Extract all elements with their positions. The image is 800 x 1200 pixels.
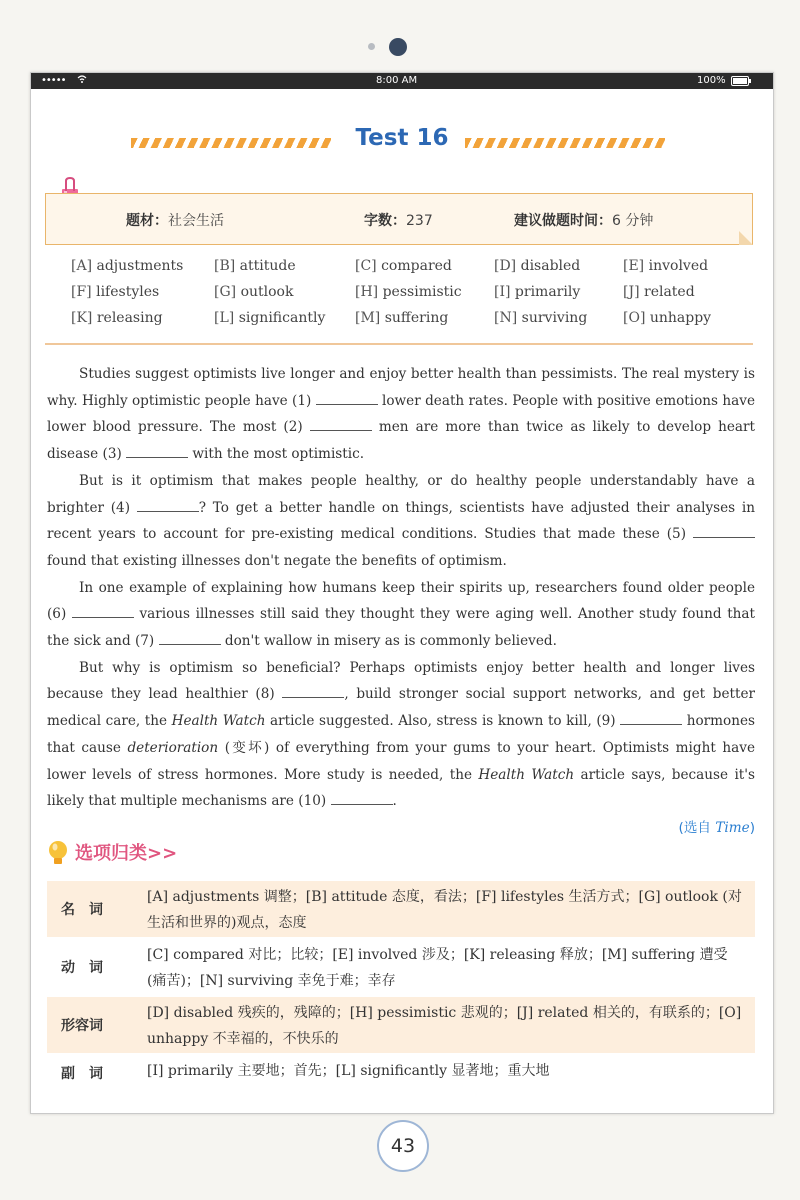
- lightbulb-icon: [47, 840, 69, 868]
- option-item: [M] suffering: [355, 310, 449, 326]
- blank-9[interactable]: [620, 712, 682, 725]
- blank-5[interactable]: [693, 525, 755, 538]
- blank-4[interactable]: [137, 499, 199, 512]
- signal-icon: •••••: [41, 75, 66, 86]
- word-count-info: 字数：237: [364, 213, 433, 229]
- paragraph-2: But is it optimism that makes people healthy, or do healthy people understandably have a brighter (4) ? To get a better handle on things, scientists have adjusted their analyses in recent years to account for pre-existing medical conditions. Studies that made these (5) found that existing illnesses don't negate the benefits of optimism.: [47, 472, 755, 569]
- battery-percent: 100%: [697, 75, 726, 86]
- blank-3[interactable]: [126, 445, 188, 458]
- page-fold: [739, 231, 753, 245]
- blank-7[interactable]: [159, 632, 221, 645]
- test-title: Test 16: [355, 125, 449, 151]
- option-item: [A] adjustments: [71, 258, 184, 274]
- battery-icon: [731, 76, 749, 86]
- camera-lens: [389, 38, 407, 56]
- page-number: 43: [377, 1120, 429, 1172]
- categories-heading: 选项归类>>: [47, 839, 177, 868]
- category-label: 名 词: [61, 902, 103, 918]
- category-text: [I] primarily 主要地；首先；[L] significantly 显著地；重大地: [147, 1063, 550, 1079]
- option-item: [B] attitude: [214, 258, 296, 274]
- option-item: [K] releasing: [71, 310, 163, 326]
- divider: [45, 343, 753, 345]
- status-bar: [31, 73, 773, 89]
- option-item: [G] outlook: [214, 284, 294, 300]
- category-row: [47, 881, 755, 937]
- option-item: [F] lifestyles: [71, 284, 160, 300]
- blank-2[interactable]: [310, 418, 372, 431]
- option-item: [J] related: [623, 284, 695, 300]
- blank-10[interactable]: [331, 792, 393, 805]
- paragraph-1: Studies suggest optimists live longer and enjoy better health than pessimists. The real mystery is why. Highly optimistic people have (1) lower death rates. People with positive emotions have lower blood pressure. The most (2) men are more than twice as likely to develop heart disease (3) with the most optimistic.: [47, 366, 755, 463]
- blank-6[interactable]: [72, 605, 134, 618]
- reading-passage: [47, 361, 755, 842]
- source-credit: (选自 Time): [678, 819, 755, 836]
- paragraph-4: But why is optimism so beneficial? Perhaps optimists enjoy better health and longer lives because they lead healthier (8) , build stronger social support networks, and get better medical care, the Health Watch article suggested. Also, stress is known to kill, (9) hormones that cause deterioration (变坏) of everything from your gums to your heart. Optimists might have lower levels of stress hormones. More study is needed, the Health Watch article says, because it's likely that multiple mechanisms are (10) .: [47, 659, 756, 810]
- time-info: 建议做题时间：6 分钟: [514, 213, 654, 229]
- tablet-screen: [30, 72, 774, 1114]
- category-label: 形容词: [61, 1018, 103, 1034]
- info-box: [45, 193, 753, 245]
- blank-1[interactable]: [316, 392, 378, 405]
- wifi-icon: [77, 74, 87, 87]
- topic-info: 题材：社会生活: [126, 213, 224, 229]
- option-item: [D] disabled: [494, 258, 581, 274]
- category-row: [47, 939, 755, 995]
- option-item: [O] unhappy: [623, 310, 712, 326]
- option-item: [C] compared: [355, 258, 452, 274]
- blank-8[interactable]: [282, 685, 344, 698]
- category-text: [A] adjustments 调整；[B] attitude 态度，看法；[F] lifestyles 生活方式；[G] outlook (对生活和世界的)观点，态度: [147, 889, 742, 931]
- title-row: [31, 125, 773, 161]
- decor-stripe-right: [465, 138, 665, 148]
- option-item: [N] surviving: [494, 310, 588, 326]
- option-item: [L] significantly: [214, 310, 326, 326]
- option-item: [E] involved: [623, 258, 709, 274]
- option-item: [H] pessimistic: [355, 284, 462, 300]
- category-text: [C] compared 对比；比较；[E] involved 涉及；[K] releasing 释放；[M] suffering 遭受(痛苦)；[N] surviving 幸免于难；幸存: [147, 947, 728, 989]
- category-label: 副 词: [61, 1066, 103, 1082]
- category-text: [D] disabled 残疾的，残障的；[H] pessimistic 悲观的；[J] related 相关的，有联系的；[O] unhappy 不幸福的，不快乐的: [147, 1005, 742, 1047]
- status-time: 8:00 AM: [376, 75, 418, 86]
- paragraph-3: In one example of explaining how humans keep their spirits up, researchers found older people (6) various illnesses still said they thought they were aging well. Another study found that the sick and (7) don't wallow in misery as is commonly believed.: [47, 579, 756, 650]
- category-row: [47, 997, 755, 1053]
- option-item: [I] primarily: [494, 284, 581, 300]
- camera-dot: [368, 43, 375, 50]
- category-label: 动 词: [61, 960, 103, 976]
- category-row: [47, 1055, 755, 1095]
